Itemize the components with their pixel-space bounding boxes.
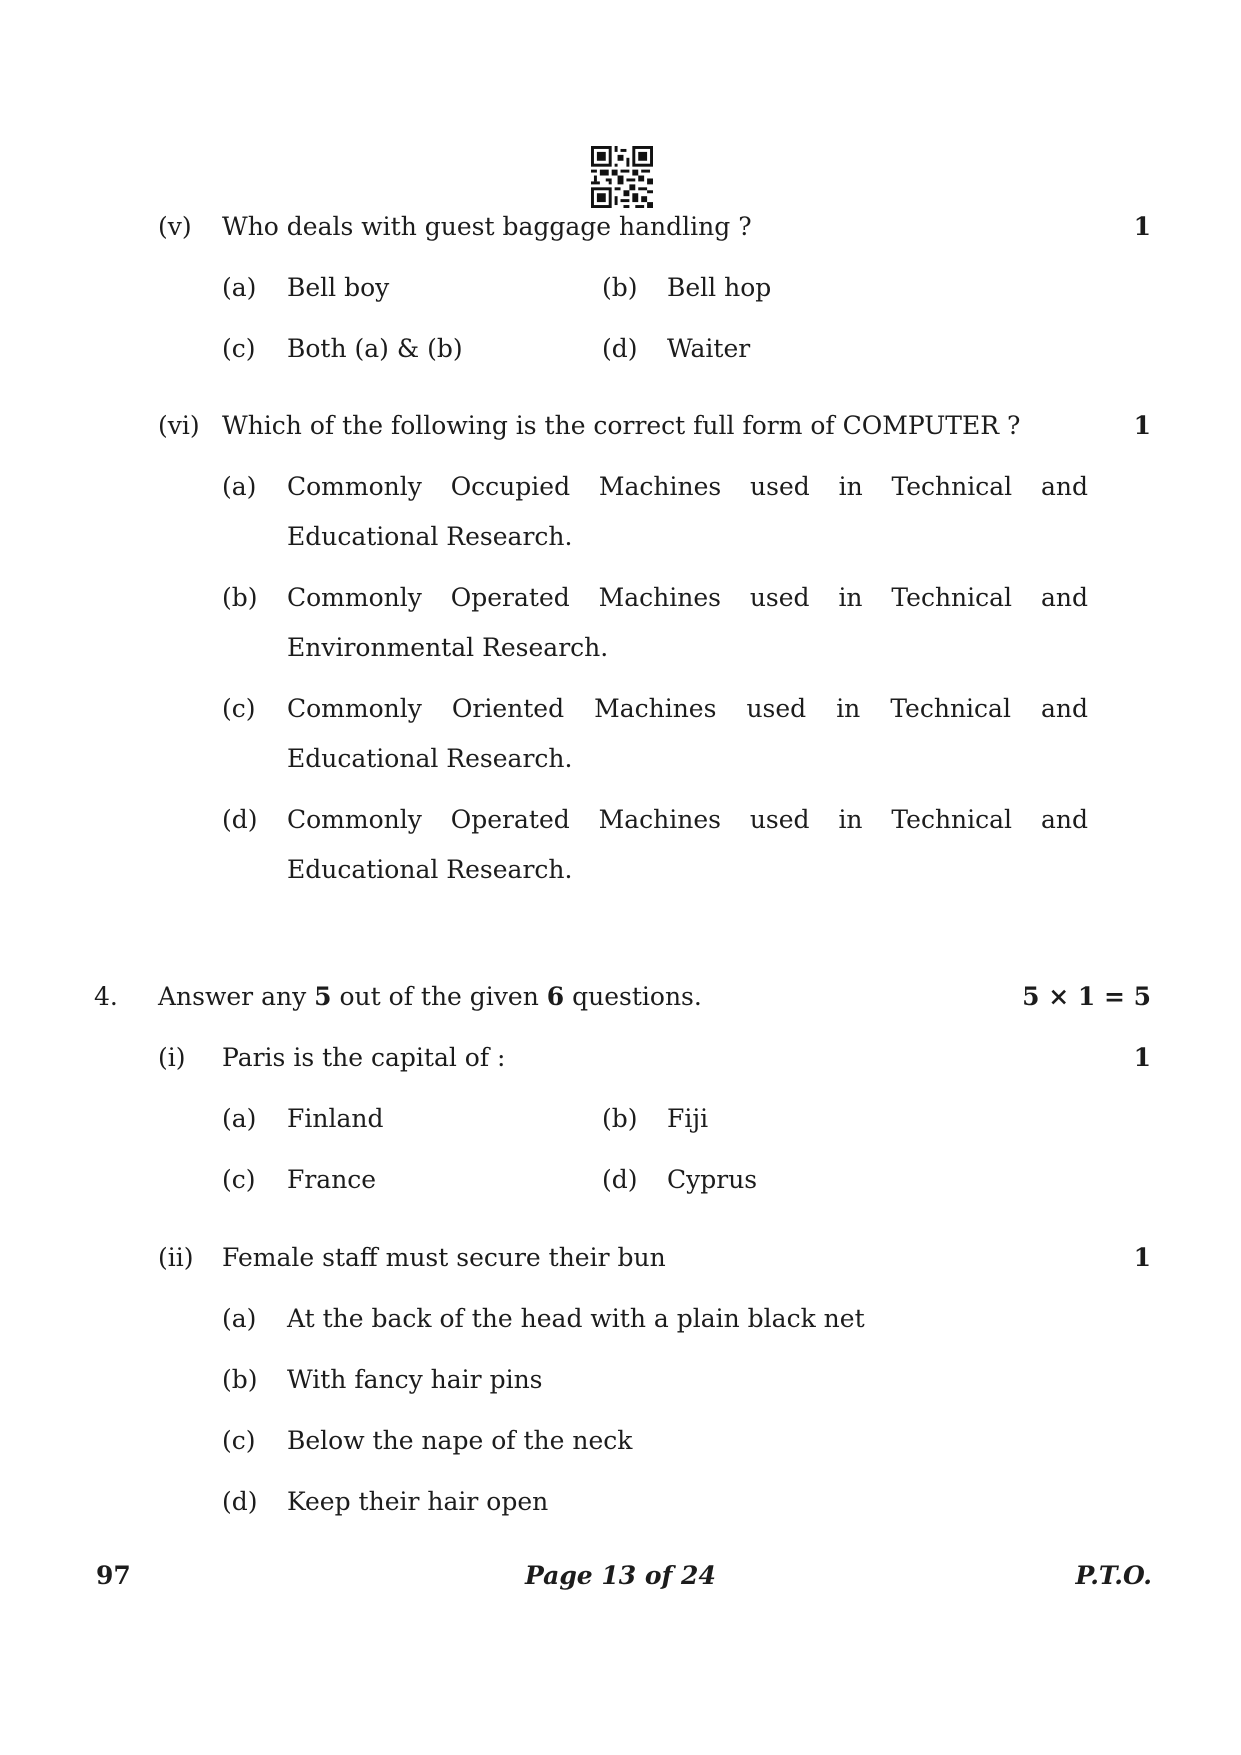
option-word: in [838,583,863,612]
question-number: (vi) [158,411,200,440]
option-label: (c) [222,694,256,723]
question-text: Answer any 5 out of the given 6 questions. [158,982,702,1011]
question-number: (i) [158,1043,186,1072]
option-word: Technical [891,805,1013,834]
option-text-continued: Environmental Research. [287,633,609,662]
option-text: France [287,1165,377,1194]
option-word: used [750,472,810,501]
option-word: Technical [891,583,1013,612]
question-marks: 5 × 1 = 5 [1022,982,1151,1011]
page-number: Page 13 of 24 [525,1561,716,1590]
paper-code: 97 [96,1561,131,1590]
option-text: Fiji [667,1104,709,1133]
option-text-line [287,694,1088,723]
option-label: (c) [222,1165,256,1194]
option-text: Finland [287,1104,384,1133]
option-word: used [749,805,810,834]
option-text-continued: Educational Research. [287,522,573,551]
option-label: (c) [222,334,256,363]
option-word: used [749,583,810,612]
option-text: Bell hop [667,273,772,302]
option-word: used [746,694,807,723]
option-label: (b) [602,1104,638,1133]
option-text-line [287,805,1088,834]
option-text-line [287,583,1088,612]
question-number: (ii) [158,1243,194,1272]
question-text: Who deals with guest baggage handling ? [222,212,752,241]
option-label: (b) [222,1365,258,1394]
option-label: (d) [222,1487,258,1516]
option-word: in [838,805,863,834]
option-word: Commonly [287,472,422,501]
option-label: (d) [222,805,258,834]
option-text: Cyprus [667,1165,758,1194]
option-word: Commonly [287,583,422,612]
option-text: Keep their hair open [287,1487,549,1516]
option-label: (d) [602,1165,638,1194]
option-word: in [836,694,861,723]
option-word: Operated [450,805,570,834]
option-word: Commonly [287,694,422,723]
option-word: Machines [598,805,721,834]
option-text-line [287,472,1088,501]
option-text: With fancy hair pins [287,1365,543,1394]
option-word: and [1040,805,1088,834]
question-text: Paris is the capital of : [222,1043,506,1072]
option-word: in [838,472,863,501]
option-text: Below the nape of the neck [287,1426,633,1455]
option-word: and [1040,472,1088,501]
option-label: (d) [602,334,638,363]
option-text: Bell boy [287,273,390,302]
option-label: (a) [222,1104,257,1133]
option-word: Operated [450,583,570,612]
option-label: (a) [222,472,257,501]
option-label: (c) [222,1426,256,1455]
question-marks: 1 [1133,1043,1151,1072]
option-word: Commonly [287,805,422,834]
option-text: At the back of the head with a plain black net [287,1304,865,1333]
question-number: 4. [94,982,118,1011]
option-text-continued: Educational Research. [287,744,573,773]
option-text: Both (a) & (b) [287,334,463,363]
question-number: (v) [158,212,192,241]
option-label: (b) [222,583,258,612]
option-text: Waiter [667,334,751,363]
option-word: Occupied [450,472,571,501]
option-word: Machines [598,472,722,501]
option-text-continued: Educational Research. [287,855,573,884]
option-label: (a) [222,1304,257,1333]
question-text: Which of the following is the correct full form of COMPUTER ? [222,411,1021,440]
question-marks: 1 [1133,212,1151,241]
option-word: and [1040,583,1088,612]
option-label: (a) [222,273,257,302]
pto-label: P.T.O. [1075,1561,1152,1590]
option-word: and [1040,694,1088,723]
question-marks: 1 [1133,411,1151,440]
question-text: Female staff must secure their bun [222,1243,666,1272]
question-marks: 1 [1133,1243,1151,1272]
qr-code [591,146,653,208]
option-label: (b) [602,273,638,302]
option-word: Technical [891,472,1013,501]
option-word: Machines [594,694,717,723]
option-word: Machines [598,583,721,612]
option-word: Technical [890,694,1011,723]
option-word: Oriented [451,694,565,723]
